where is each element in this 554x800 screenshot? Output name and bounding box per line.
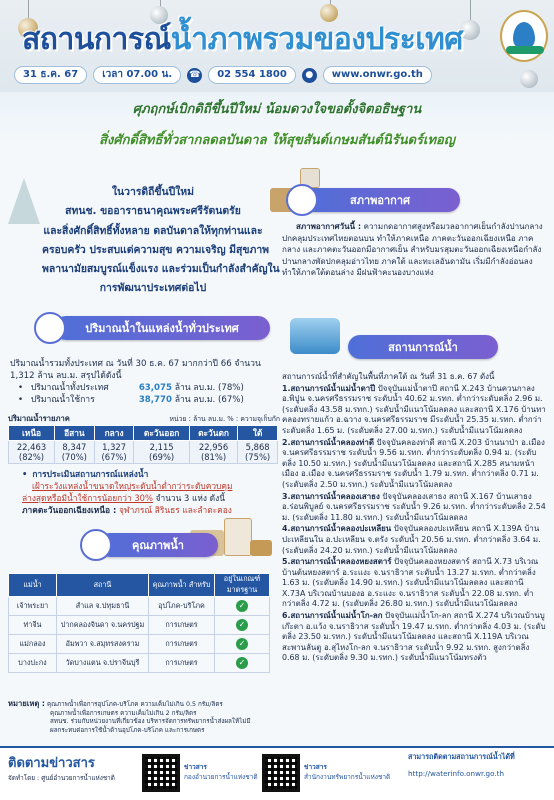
follow-title: ติดตามข่าวสาร bbox=[8, 756, 95, 771]
greeting-line: ครอบครัว ประสบแต่ความสุข ความเจริญ มีสุขภาพ bbox=[42, 243, 270, 256]
weather-text bbox=[282, 221, 546, 279]
footer-follow bbox=[8, 752, 118, 783]
table-row bbox=[9, 441, 278, 464]
water-header-label: สถานการณ์น้ำ bbox=[388, 341, 458, 354]
weather-header-label: สภาพอากาศ bbox=[350, 194, 410, 207]
column-header: แม่น้ำ bbox=[9, 574, 57, 597]
table-cell: 5,868 (75%) bbox=[238, 441, 278, 464]
website-link[interactable]: www.onwr.go.th bbox=[323, 66, 432, 84]
table-cell: 22,956 (81%) bbox=[189, 441, 237, 464]
regional-table-unit: หน่วย : ล้าน ลบ.ม. % : ความจุเก็บกัก bbox=[169, 415, 280, 423]
weather-label: สภาพอากาศวันนี้ : bbox=[296, 222, 362, 231]
assessment-title: • การประเมินสถานการณ์แหล่งน้ำ bbox=[22, 468, 284, 480]
note-line: สทนช. ร่วมกับหน่วยงานที่เกี่ยวข้อง บริหารจัดการทรัพยากรน้ำส่งผลให้ไม่มี bbox=[50, 718, 251, 726]
note-line: ผลกระทบต่อการใช้น้ำด้านอุปโภค-บริโภค และการเกษตร bbox=[50, 726, 205, 734]
onwr-logo bbox=[500, 10, 548, 62]
column-header: กลาง bbox=[94, 426, 134, 441]
slogan-line-2: สิ่งศักดิ์สิทธิ์ทั่วสากลดลบันดาล ให้สุขสันต์เกษมสันต์นิรันดร์เทอญ bbox=[99, 133, 455, 148]
use-cell: การเกษตร bbox=[149, 635, 215, 654]
quality-section-header bbox=[98, 533, 218, 557]
water-item: 1.สถานการณ์น้ำแม่น้ำตาปี ปัจจุบันแม่น้ำตาปี สถานี X.243 บ้านควนกาลง อ.พิปูน จ.นครศรีธรรมราช ระดับน้ำ 40.62 ม.รทก. ต่ำกว่าระดับตลิ่ง 2.96 ม. (ระดับตลิ่ง 43.58 ม.รทก.) ระดับน้ำมีแนวโน้มลดลง และสถานี X.176 บ้านทาคลองทรายแก้ว อ.ฉวาง จ.นครศรีธรรมราช มีระดับน้ำ 25.35 ม.รทก. ต่ำกว่าระดับตลิ่ง 1.65 ม. (ระดับตลิ่ง 27.00 ม.รทก.) ระดับน้ำมีแนวโน้มลดลง bbox=[282, 383, 546, 435]
station-cell: สำแล จ.ปทุมธานี bbox=[57, 597, 149, 616]
usable-water-value: 38,770 bbox=[138, 395, 172, 405]
reservoir-icon bbox=[34, 312, 66, 344]
water-item: 3.สถานการณ์น้ำคลองเสาธง ปัจจุบันคลองเสาธง สถานี X.167 บ้านเสาธง อ.ร่อนพิบูลย์ จ.นครศรีธรรมราช ระดับน้ำ 9.26 ม.รทก. ต่ำกว่าระดับตลิ่ง 2.54 ม. (ระดับตลิ่ง 11.80 ม.รทก.) ระดับน้ำมีแนวโน้มลดลง bbox=[282, 491, 546, 522]
table-cell: 8,347 (70%) bbox=[55, 441, 95, 464]
regional-water-table bbox=[8, 425, 278, 464]
date-badge: 31 ธ.ค. 67 bbox=[14, 66, 87, 84]
gift-box-illustration bbox=[224, 518, 252, 556]
footer bbox=[0, 746, 554, 800]
status-cell bbox=[215, 635, 270, 654]
check-icon: ✓ bbox=[236, 657, 248, 669]
web-icon: ● bbox=[302, 68, 317, 83]
column-header: ใต้ bbox=[238, 426, 278, 441]
note-line: คุณภาพน้ำเพื่อการเกษตร ความเค็มไม่เกิน 2 กรัม/ลิตร bbox=[50, 709, 197, 717]
river-cell: เจ้าพระยา bbox=[9, 597, 57, 616]
usable-water-line bbox=[18, 394, 282, 406]
table-cell: 1,327 (67%) bbox=[94, 441, 134, 464]
check-icon: ✓ bbox=[236, 619, 248, 631]
table-header-row bbox=[9, 574, 270, 597]
table-cell: 2,115 (69%) bbox=[134, 441, 189, 464]
status-cell bbox=[215, 616, 270, 635]
usable-water-label: ปริมาณน้ำใช้การ bbox=[30, 395, 95, 405]
reservoir-intro-2: 1,312 ล้าน ลบ.ม. สรุปได้ดังนี้ bbox=[10, 371, 122, 381]
phone-number[interactable]: 02 554 1800 bbox=[208, 66, 296, 84]
quality-notes bbox=[8, 700, 278, 735]
weather-section-header bbox=[300, 188, 460, 212]
qr-code[interactable] bbox=[262, 754, 300, 792]
slogan-line-1: ศุภฤกษ์เบิกดิถีขึ้นปีใหม่ น้อมดวงใจขอตั้งจิตอธิษฐาน bbox=[132, 102, 422, 117]
water-situation bbox=[282, 372, 546, 664]
column-header: คุณภาพน้ำ สำหรับ bbox=[149, 574, 215, 597]
total-water-label: ปริมาณน้ำทั้งประเทศ bbox=[30, 383, 109, 393]
station-cell: ปากคลองจินดา จ.นครปฐม bbox=[57, 616, 149, 635]
use-cell: การเกษตร bbox=[149, 616, 215, 635]
footer-info-box bbox=[390, 752, 550, 794]
use-cell: การเกษตร bbox=[149, 654, 215, 673]
ornament-silver bbox=[520, 70, 538, 88]
water-intro: สถานการณ์น้ำที่สำคัญในพื้นที่ภาคใต้ ณ วันที่ 31 ธ.ค. 67 ดังนี้ bbox=[282, 372, 495, 381]
table-row bbox=[9, 635, 270, 654]
station-cell: อัมพวา จ.สมุทรสงคราม bbox=[57, 635, 149, 654]
river-cell: ท่าจีน bbox=[9, 616, 57, 635]
table-row bbox=[9, 654, 270, 673]
title-part-2: น้ำภาพรวมของประเทศ bbox=[170, 22, 463, 57]
quality-icon bbox=[80, 529, 112, 561]
status-cell bbox=[215, 654, 270, 673]
water-item: 6.สถานการณ์น้ำแม่น้ำโก-ลก ปัจจุบันแม่น้ำโก-ลก สถานี X.274 บริเวณบ้านบูเก๊ะตา อ.แว้ง จ.นราธิวาส ระดับน้ำ 19.47 ม.รทก. ต่ำกว่าตลิ่ง 4.03 ม. (ระดับตลิ่ง 23.50 ม.รทก.) ระดับน้ำมีแนวโน้มลดลง และสถานี X.119A บริเวณสะพานลันตู อ.สุไหงโก-ลก จ.นราธิวาส ระดับน้ำ 9.92 ม.รทก. สูงกว่าตลิ่ง 0.68 ม. (ระดับตลิ่ง 9.30 ม.รทก.) ระดับน้ำมีแนวโน้มทรงตัว bbox=[282, 611, 546, 663]
footer-url[interactable]: http://waterinfo.onwr.go.th bbox=[408, 769, 505, 778]
check-icon: ✓ bbox=[236, 638, 248, 650]
reservoir-assessment bbox=[22, 468, 284, 516]
page-title bbox=[22, 16, 492, 64]
table-row bbox=[9, 597, 270, 616]
quality-header-label: คุณภาพน้ำ bbox=[132, 539, 184, 552]
column-header: เหนือ bbox=[9, 426, 55, 441]
column-header: อยู่ในเกณฑ์ มาตรฐาน bbox=[215, 574, 270, 597]
water-item: 4.สถานการณ์น้ำคลองปะเหลียน ปัจจุบันคลองปะเหลียน สถานี X.139A บ้านปะเหลียนใน อ.ปะเหลียน จ.ตรัง ระดับน้ำ 20.56 ม.รทก. ต่ำกว่าตลิ่ง 3.64 ม. (ระดับตลิ่ง 24.20 ม.รทก.) ระดับน้ำมีแนวโน้มลดลง bbox=[282, 524, 541, 555]
qr-caption: ข่าวสาร กองอำนวยการน้ำแห่งชาติ bbox=[184, 763, 258, 781]
reservoir-section-header bbox=[54, 316, 270, 340]
usable-water-suffix: ล้าน ลบ.ม. (67%) bbox=[174, 395, 244, 405]
wave-icon bbox=[506, 46, 544, 54]
greeting-line: ในวารดิถีขึ้นปีใหม่ bbox=[111, 186, 195, 198]
footer-right-title: สามารถติดตามสถานการณ์น้ำได้ที่ bbox=[408, 752, 515, 761]
table-header-row bbox=[9, 426, 278, 441]
follow-subtitle: จัดทำโดย : ศูนย์อำนวยการน้ำแห่งชาติ bbox=[8, 774, 115, 782]
water-item: 5.สถานการณ์น้ำคลองหยงสตาร์ ปัจจุบันคลองหยงสตาร์ สถานี X.73 บริเวณบ้านต้นหยงสตาร์ อ.ระแงะ จ.นราธิวาส ระดับน้ำ 13.27 ม.รทก. ต่ำกว่าตลิ่ง 1.63 ม. (ระดับตลิ่ง 14.90 ม.รทก.) ระดับน้ำมีแนวโน้มลดลง และสถานี X.73A บริเวณบ้านบองอ อ.ระแงะ จ.นราธิวาส ระดับน้ำ 22.08 ม.รทก. ต่ำกว่าตลิ่ง 4.72 ม. (ระดับตลิ่ง 26.80 ม.รทก.) ระดับน้ำมีแนวโน้มลดลง bbox=[282, 557, 539, 609]
new-year-slogan bbox=[0, 98, 554, 150]
station-cell: วัดบางแตน จ.ปราจีนบุรี bbox=[57, 654, 149, 673]
total-water-line bbox=[18, 382, 282, 394]
weather-icon-cloud bbox=[290, 318, 340, 354]
status-cell bbox=[215, 597, 270, 616]
regional-table-caption bbox=[8, 413, 280, 425]
assessment-line-1: เฝ้าระวังแหล่งน้ำขนาดใหญ่ระดับน้ำต่ำกว่าระดับควบคุม bbox=[32, 481, 233, 491]
reservoir-summary bbox=[10, 358, 282, 406]
column-header: สถานี bbox=[57, 574, 149, 597]
weather-icon bbox=[286, 184, 318, 216]
header-banner bbox=[0, 0, 554, 92]
column-header: ตะวันตก bbox=[189, 426, 237, 441]
assessment-region: ภาคตะวันออกเฉียงเหนือ : จุฬาภรณ์ สิรินธร และลำตะคอง bbox=[22, 505, 232, 515]
regional-table-title: ปริมาณน้ำรายภาค bbox=[8, 414, 70, 423]
tree-illustration bbox=[8, 178, 40, 224]
table-row bbox=[9, 616, 270, 635]
time-badge: เวลา 07.00 น. bbox=[93, 66, 181, 84]
river-cell: บางปะกง bbox=[9, 654, 57, 673]
title-part-1: สถานการณ์ bbox=[22, 22, 171, 57]
reservoir-intro-1: ปริมาณน้ำรวมทั้งประเทศ ณ วันที่ 30 ธ.ค. 67 มากกว่าปี 66 จำนวน bbox=[10, 359, 261, 369]
water-item: 2.สถานการณ์น้ำคลองท่าดี ปัจจุบันคลองท่าดี สถานี X.203 บ้านนาป่า อ.เมือง จ.นครศรีธรรมราช ระดับน้ำ 9.56 ม.รทก. ต่ำกว่าระดับตลิ่ง 0.94 ม. (ระดับตลิ่ง 10.50 ม.รทก.) ระดับน้ำมีแนวโน้มลดลง และสถานี X.285 สนามหน้าเมือง อ.เมือง จ.นครศรีธรรมราช ระดับน้ำ 1.79 ม.รทก. ต่ำกว่าตลิ่ง 0.71 ม. (ระดับตลิ่ง 2.50 ม.รทก.) ระดับน้ำมีแนวโน้มลดลง bbox=[282, 437, 545, 489]
check-icon: ✓ bbox=[236, 600, 248, 612]
weather-description: ความกดอากาศสูงหรือมวลอากาศเย็นกำลังปานกลางปกคลุมประเทศไทยตอนบน ทำให้ภาคเหนือ ภาคตะวันออกเฉียงเหนือ ภาคกลาง และภาคตะวันออกมีอากาศเย็น สำหรับมรสุมตะวันออกเฉียงเหนือกำลังปานกลางพัดปกคลุมอ่าวไทย ภาคใต้ และทะเลอันดามัน เริ่มมีกำลังอ่อนลงทำให้ภาคใต้ตอนล่าง มีฝนฟ้าคะนองบางแห่ง bbox=[282, 222, 543, 278]
qr-caption: ข่าวสาร สำนักงานทรัพยากรน้ำแห่งชาติ bbox=[304, 763, 391, 781]
water-section-header bbox=[348, 335, 498, 359]
note-label: หมายเหตุ : bbox=[8, 699, 45, 708]
use-cell: อุปโภค-บริโภค bbox=[149, 597, 215, 616]
total-water-value: 63,075 bbox=[138, 383, 172, 393]
phone-icon: ☎ bbox=[187, 68, 202, 83]
greeting-message bbox=[42, 183, 280, 299]
river-cell: แม่กลอง bbox=[9, 635, 57, 654]
table-cell: 22,463 (82%) bbox=[9, 441, 55, 464]
column-header: อีสาน bbox=[55, 426, 95, 441]
assessment-line-2: ล่างสุดหรือมีน้ำใช้การน้อยกว่า 30% จำนวน 3 แห่ง ดังนี้ bbox=[22, 493, 225, 503]
water-quality-table bbox=[8, 573, 270, 673]
reservoir-header-label: ปริมาณน้ำในแหล่งน้ำทั่วประเทศ bbox=[85, 322, 239, 335]
info-bar bbox=[14, 66, 432, 84]
greeting-line: การพัฒนาประเทศต่อไป bbox=[99, 282, 207, 295]
qr-code[interactable] bbox=[142, 754, 180, 792]
note-line: คุณภาพน้ำเพื่อการอุปโภค-บริโภค ความเค็มไม่เกิน 0.5 กรัม/ลิตร bbox=[46, 701, 223, 708]
column-header: ตะวันออก bbox=[134, 426, 189, 441]
total-water-suffix: ล้าน ลบ.ม. (78%) bbox=[174, 383, 244, 393]
gift-box-illustration bbox=[250, 540, 272, 556]
greeting-line: สทนช. ขออาราธนาคุณพระศรีรัตนตรัย bbox=[65, 205, 241, 218]
greeting-line: พลานามัยสมบูรณ์แข็งแรง และร่วมเป็นกำลังสำคัญใน bbox=[42, 263, 280, 276]
greeting-line: และสิ่งศักดิ์สิทธิ์ทั้งหลาย ดลบันดาลให้ทุกท่านและ bbox=[43, 224, 263, 237]
